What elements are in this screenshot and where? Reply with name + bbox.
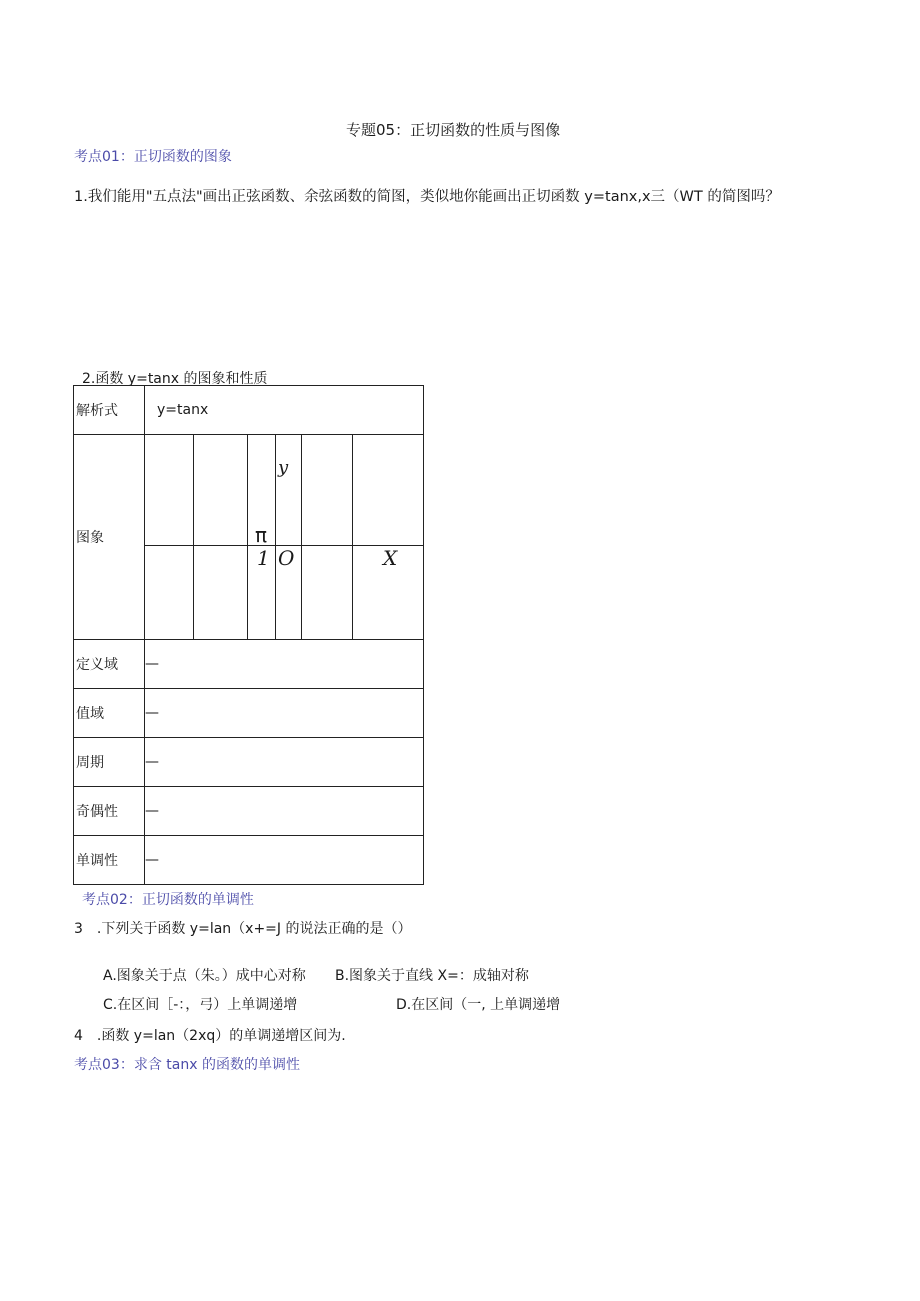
parity-value: — xyxy=(145,787,424,836)
question-3: 3 .下列关于函数 y=lan（x+=J 的说法正确的是（） xyxy=(74,921,412,937)
grid-line xyxy=(301,435,302,639)
properties-table xyxy=(73,385,424,885)
kaodian-02-heading: 考点02：正切函数的单调性 xyxy=(82,892,254,908)
table-row-period xyxy=(74,738,424,787)
monotonicity-value: — xyxy=(145,836,424,885)
question-3-option-a: A.图象关于点（朱。）成中心对称 xyxy=(103,968,306,984)
table-row-graph xyxy=(74,435,424,640)
graph-grid xyxy=(145,435,423,639)
parity-label: 奇偶性 xyxy=(74,787,145,836)
table-row-monotonicity xyxy=(74,836,424,885)
question-4: 4 .函数 y=lan（2xq）的单调递增区间为. xyxy=(74,1028,346,1044)
domain-value: — xyxy=(145,640,424,689)
grid-line xyxy=(275,435,276,639)
question-3-option-d: D.在区间（一, 上单调递增 xyxy=(396,997,561,1013)
table-row-parity xyxy=(74,787,424,836)
kaodian-03-heading: 考点03：求含 tanx 的函数的单调性 xyxy=(74,1057,300,1073)
x-axis-label: X xyxy=(383,546,398,570)
grid-line xyxy=(193,435,194,639)
range-value: — xyxy=(145,689,424,738)
table-row-range xyxy=(74,689,424,738)
range-label: 值域 xyxy=(74,689,145,738)
table-row-expression xyxy=(74,386,424,435)
expression-label: 解析式 xyxy=(74,386,145,435)
monotonicity-label: 单调性 xyxy=(74,836,145,885)
graph-cell xyxy=(145,435,424,640)
pi-label: π xyxy=(255,523,268,547)
period-label: 周期 xyxy=(74,738,145,787)
one-label: 1 xyxy=(257,546,270,570)
kaodian-01-heading: 考点01：正切函数的图象 xyxy=(74,149,232,165)
domain-label: 定义域 xyxy=(74,640,145,689)
question-2-heading: 2.函数 y=tanx 的图象和性质 xyxy=(82,371,268,387)
period-value: — xyxy=(145,738,424,787)
question-3-option-b: B.图象关于直线 X=：成轴对称 xyxy=(335,968,529,984)
question-3-option-c: C.在区间［-：，弓）上单调递增 xyxy=(103,997,298,1013)
page-title: 专题05：正切函数的性质与图像 xyxy=(346,121,561,139)
origin-label: O xyxy=(278,546,295,570)
grid-line xyxy=(352,435,353,639)
y-axis-label: y xyxy=(278,457,289,478)
grid-line xyxy=(247,435,248,639)
question-1: 1.我们能用"五点法"画出正弦函数、余弦函数的简图，类似地你能画出正切函数 y=tanx,x三（WT 的简图吗？ xyxy=(74,189,780,205)
graph-label: 图象 xyxy=(74,435,145,640)
table-row-domain xyxy=(74,640,424,689)
expression-value: y=tanx xyxy=(145,386,424,435)
